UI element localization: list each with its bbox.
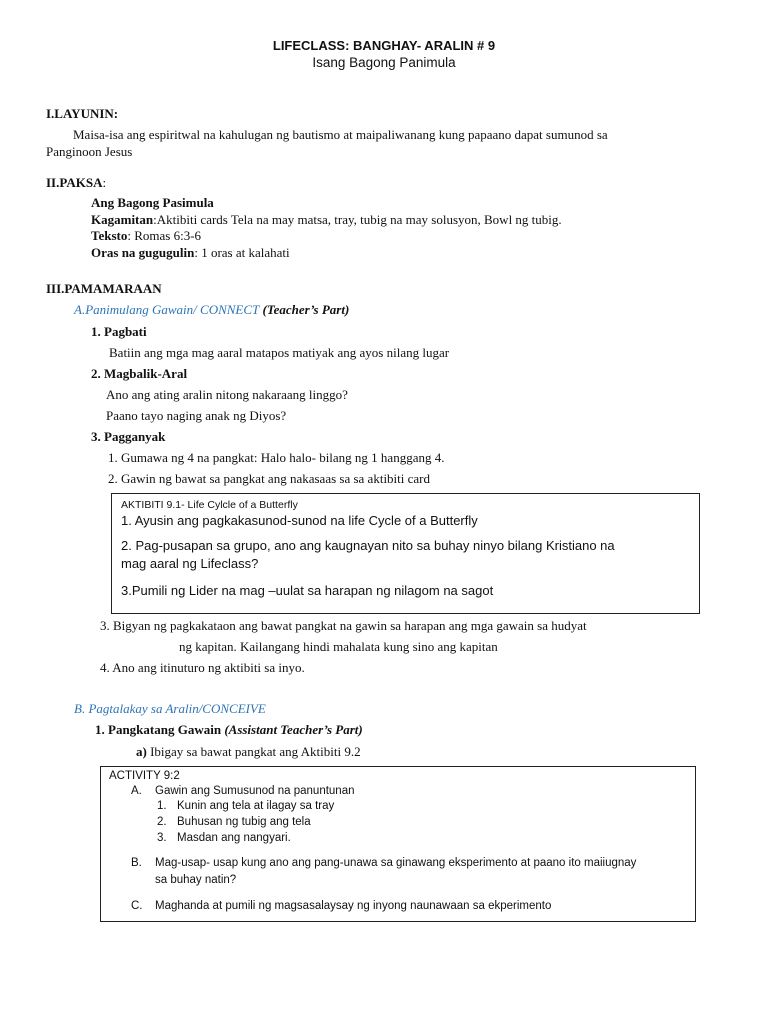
magbalik-aral-title: 2. Magbalik-Aral	[91, 366, 188, 381]
activity-9-2-card	[100, 766, 696, 922]
pangkatang-gawain-part: (Assistant Teacher’s Part)	[224, 722, 363, 737]
section-a-title-row	[74, 302, 349, 318]
activity-9-1-line-2a: 2. Pag-pusapan sa grupo, ano ang kaugnayan nito sa buhay ninyo bilang Kristiano na	[121, 538, 615, 553]
activity-9-2-b-line-2: sa buhay natin?	[155, 874, 237, 886]
document-subtitle: Isang Bagong Panimula	[312, 55, 456, 70]
paksa-heading-row	[46, 175, 106, 191]
a-step-2-num: 2.	[157, 816, 167, 828]
oras-value: : 1 oras at kalahati	[194, 245, 290, 260]
pagbati-title: 1. Pagbati	[91, 324, 147, 339]
activity-9-1-card	[111, 493, 700, 614]
paksa-colon: :	[102, 175, 107, 190]
pagganyak-step-2: 2. Gawin ng bawat sa pangkat ang nakasaas sa sa aktibiti card	[108, 471, 431, 486]
activity-9-1-line-3: 3.Pumili ng Lider na mag –uulat sa harapan ng nilagom na sagot	[121, 583, 494, 598]
item-1a-row	[136, 744, 361, 760]
teksto-value: : Romas 6:3-6	[127, 228, 202, 243]
magbalik-aral-question-1: Ano ang ating aralin nitong nakaraang linggo?	[106, 387, 348, 402]
oras-label: Oras na gugugulin	[91, 245, 195, 260]
paksa-kagamitan-row	[91, 212, 562, 228]
activity-9-2-label: ACTIVITY 9:2	[109, 770, 180, 782]
pagbati-text: Batiin ang mga mag aaral matapos matiyak ang ayos nilang lugar	[109, 345, 450, 360]
activity-9-1-line-1: 1. Ayusin ang pagkakasunod-sunod na life Cycle of a Butterfly	[121, 513, 478, 528]
section-a-part: (Teacher’s Part)	[262, 302, 350, 317]
section-a-title: A.Panimulang Gawain/ CONNECT	[74, 302, 260, 317]
pamamaraan-heading: III.PAMAMARAAN	[46, 281, 162, 296]
activity-9-2-c-marker: C.	[131, 900, 143, 912]
layunin-heading: I.LAYUNIN:	[46, 106, 119, 121]
activity-9-2-a-text: Gawin ang Sumusunod na panuntunan	[155, 785, 355, 797]
item-1a-text: Ibigay sa bawat pangkat ang Aktibiti 9.2	[146, 744, 361, 759]
document-title: LIFECLASS: BANGHAY- ARALIN # 9	[272, 38, 496, 53]
step-4: 4. Ano ang itinuturo ng aktibiti sa inyo.	[100, 660, 305, 675]
a-step-1-num: 1.	[157, 800, 167, 812]
pagganyak-title: 3. Pagganyak	[91, 429, 166, 444]
activity-9-2-b-line-1: Mag-usap- usap kung ano ang pang-unawa sa ginawang eksperimento at paano ito maiiugnay	[155, 857, 637, 869]
layunin-text-line2: Panginoon Jesus	[46, 144, 133, 159]
paksa-topic: Ang Bagong Pasimula	[91, 195, 214, 210]
teksto-label: Teksto	[91, 228, 128, 243]
layunin-text-line1: Maisa-isa ang espiritwal na kahulugan ng bautismo at maipaliwanang kung papaano dapat sumunod sa	[73, 127, 608, 142]
kagamitan-label: Kagamitan	[91, 212, 154, 227]
pangkatang-gawain-title: 1. Pangkatang Gawain	[95, 722, 222, 737]
a-step-1-text: Kunin ang tela at ilagay sa tray	[177, 800, 335, 812]
paksa-heading: II.PAKSA	[46, 175, 103, 190]
activity-9-1-line-2b: mag aaral ng Lifeclass?	[121, 556, 259, 571]
activity-9-2-a-marker: A.	[131, 785, 142, 797]
magbalik-aral-question-2: Paano tayo naging anak ng Diyos?	[106, 408, 287, 423]
kagamitan-value: :Aktibiti cards Tela na may matsa, tray, tubig na may solusyon, Bowl ng tubig.	[153, 212, 562, 227]
activity-9-1-label: AKTIBITI 9.1- Life Cylcle of a Butterfly	[121, 499, 298, 511]
pagganyak-step-1: 1. Gumawa ng 4 na pangkat: Halo halo- bilang ng 1 hanggang 4.	[108, 450, 445, 465]
step-3-line-2: ng kapitan. Kailangang hindi mahalata kung sino ang kapitan	[179, 639, 498, 654]
step-3-line-1: 3. Bigyan ng pagkakataon ang bawat pangkat na gawin sa harapan ang mga gawain sa hudyat	[100, 618, 587, 633]
item-1a-label: a)	[136, 744, 147, 759]
a-step-2-text: Buhusan ng tubig ang tela	[177, 816, 311, 828]
paksa-teksto-row	[91, 228, 201, 244]
activity-9-2-c-text: Maghanda at pumili ng magsasalaysay ng inyong naunawaan sa ekperimento	[155, 900, 552, 912]
a-step-3-num: 3.	[157, 832, 167, 844]
a-step-3-text: Masdan ang nangyari.	[177, 832, 291, 844]
section-b-title: B. Pagtalakay sa Aralin/CONCEIVE	[74, 701, 266, 716]
pangkatang-gawain-row	[95, 722, 363, 738]
activity-9-2-b-marker: B.	[131, 857, 142, 869]
paksa-oras-row	[91, 245, 290, 261]
